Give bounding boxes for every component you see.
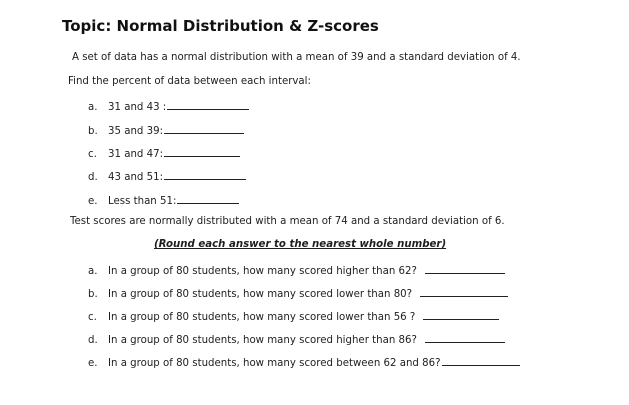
part2-question-c	[88, 309, 499, 323]
part2-question-b	[88, 286, 508, 300]
answer-blank[interactable]	[167, 99, 249, 110]
part2-question-a	[88, 263, 505, 277]
answer-blank[interactable]	[177, 193, 239, 204]
question-label: b.	[88, 126, 98, 137]
question-label: d.	[88, 172, 98, 183]
part2-intro: Test scores are normally distributed with a mean of 74 and a standard deviation of 6.	[70, 216, 505, 227]
answer-blank[interactable]	[420, 286, 508, 297]
question-label: a.	[88, 266, 98, 277]
answer-blank[interactable]	[442, 355, 520, 366]
question-label: d.	[88, 335, 98, 346]
question-text: In a group of 80 students, how many scored lower than 80?	[108, 289, 413, 300]
question-text: 43 and 51:	[108, 172, 164, 183]
part2-question-d	[88, 332, 505, 346]
question-text: In a group of 80 students, how many scored lower than 56 ?	[108, 312, 416, 323]
question-text: In a group of 80 students, how many scored higher than 86?	[108, 335, 417, 346]
part1-question-e	[88, 193, 239, 207]
part2-question-e	[88, 355, 520, 369]
question-label: c.	[88, 312, 97, 323]
question-label: b.	[88, 289, 98, 300]
question-text: Less than 51:	[108, 196, 177, 207]
part1-question-d	[88, 169, 246, 183]
question-label: c.	[88, 149, 97, 160]
answer-blank[interactable]	[423, 309, 499, 320]
question-text: 35 and 39:	[108, 126, 164, 137]
question-text: 31 and 43 :	[108, 102, 167, 113]
part1-prompt: Find the percent of data between each interval:	[68, 76, 311, 87]
part1-intro: A set of data has a normal distribution with a mean of 39 and a standard deviation of 4.	[72, 52, 521, 63]
part1-question-b	[88, 123, 244, 137]
question-text: In a group of 80 students, how many scored between 62 and 86?	[108, 358, 441, 369]
rounding-instruction: (Round each answer to the nearest whole number)	[154, 239, 447, 250]
question-text: In a group of 80 students, how many scored higher than 62?	[108, 266, 417, 277]
question-label: e.	[88, 358, 98, 369]
answer-blank[interactable]	[164, 146, 240, 157]
part1-question-a	[88, 99, 249, 113]
question-text: 31 and 47:	[108, 149, 164, 160]
page-title: Topic: Normal Distribution & Z-scores	[62, 17, 379, 35]
answer-blank[interactable]	[425, 263, 505, 274]
part1-question-c	[88, 146, 240, 160]
answer-blank[interactable]	[164, 123, 244, 134]
question-label: e.	[88, 196, 98, 207]
answer-blank[interactable]	[425, 332, 505, 343]
answer-blank[interactable]	[164, 169, 246, 180]
question-label: a.	[88, 102, 98, 113]
